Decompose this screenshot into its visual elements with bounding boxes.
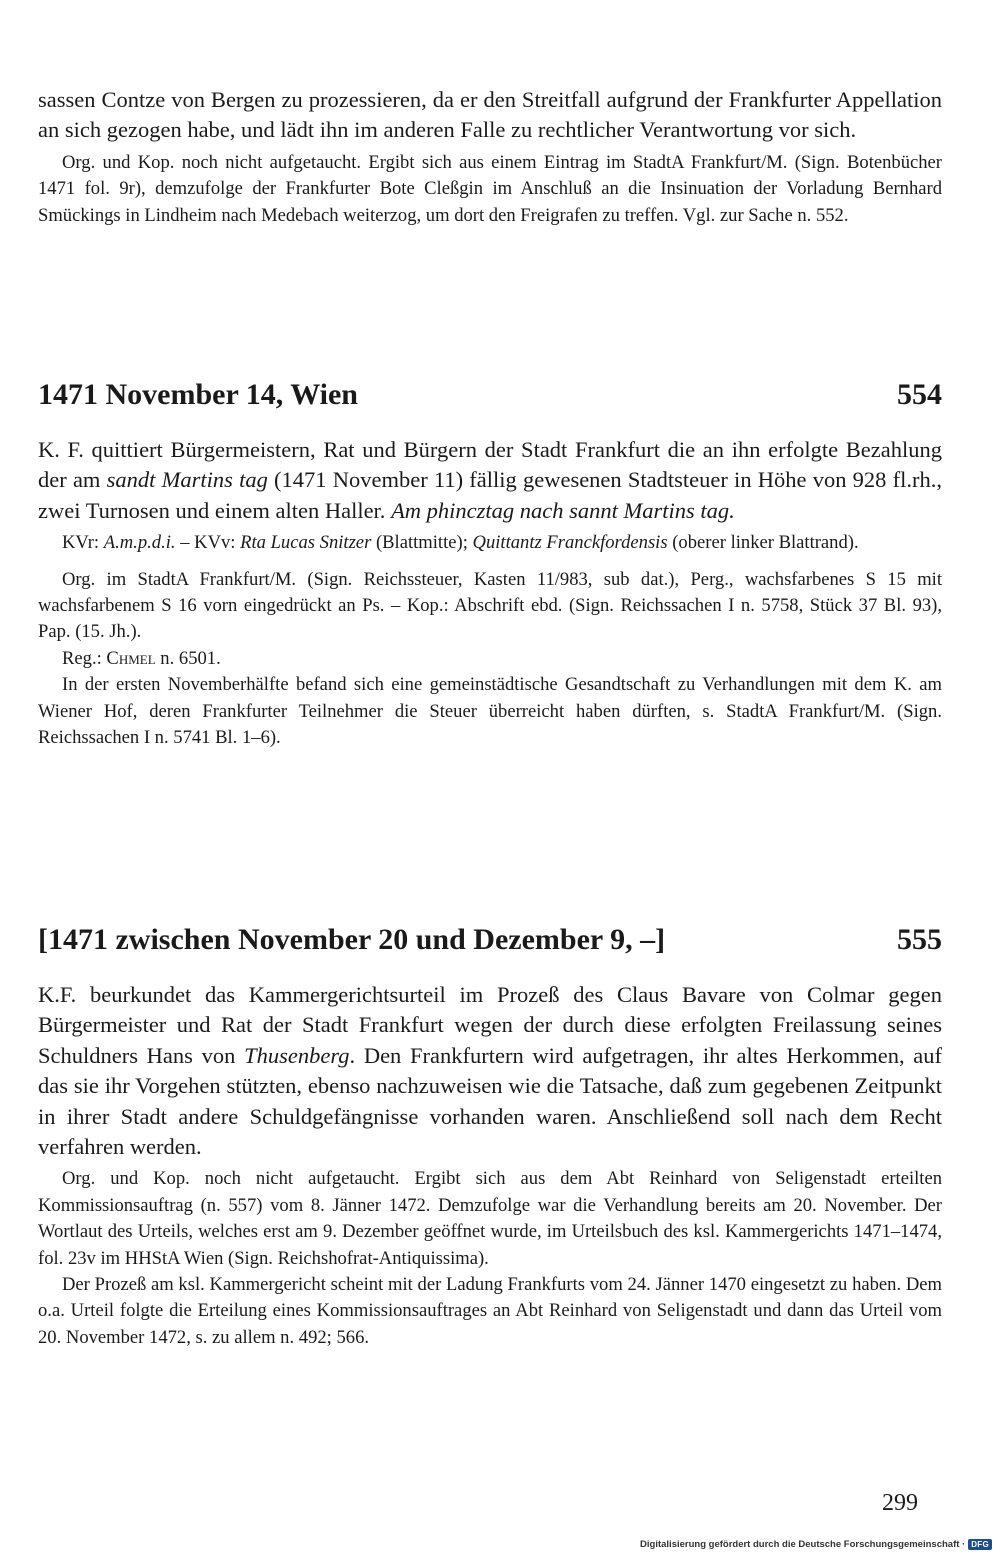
entry-555-note-1: Org. und Kop. noch nicht aufgetaucht. Ergibt sich aus dem Abt Reinhard von Seligenstadt erteilten Kommissionsauftrag (n. 557) vom 8. Jänner 1472. Demzufolge war die Verhandlung bereits am 20. November. Der Wortlaut des Urteils, welches erst am 9. Dezember geöffnet wurde, im Urteilsbuch des ksl. Kammergerichts 1471–1474, fol. 23v im HHStA Wien (Sign. Reichshofrat-Antiquissima). — [38, 1168, 942, 1269]
kv-value: Quittantz Franckfordensis — [472, 532, 668, 554]
kv-value: Rta Lucas Snitzer — [240, 532, 372, 554]
entry-555-note-2: Der Prozeß am ksl. Kammergericht scheint mit der Ladung Frankfurts vom 24. Jänner 1470 eingesetzt zu haben. Dem o.a. Urteil folgte die Erteilung eines Kommissionsauftrages an Abt Reinhard von Seligenstadt und dann das Urteil vom 20. November 1472, s. zu allem n. 492; 566. — [38, 1274, 942, 1348]
digitization-footer — [640, 1539, 992, 1550]
entry-555-date: [1471 zwischen November 20 und Dezember 9, –] — [38, 923, 666, 956]
kv-text: (oberer linker Blattrand). — [667, 532, 859, 554]
entry-555-regest — [38, 980, 942, 1162]
regest-text: K.F. beurkundet das Kammergerichtsurteil im Prozeß des Claus Bavare von Colmar gegen Bürgermeister und Rat der Stadt Frankfurt wegen der durch diese erfolgten Freilassung seines Schuldners Hans von — [38, 982, 942, 1068]
regest-text: K. F. quittiert Bürgermeistern, Rat und Bürgern der Stadt Frankfurt die an ihn erfolgte Bezahlung der am — [38, 437, 942, 493]
reg-author: Chmel — [106, 647, 156, 669]
continuation-paragraph: sassen Contze von Bergen zu prozessieren, da er den Streitfall aufgrund der Frankfurter Appellation an sich gezogen habe, und lädt ihn im anderen Falle zu rechtlicher Verantwortung vor sich. — [38, 87, 942, 143]
kv-label: – KVv: — [175, 532, 241, 554]
entry-554-original: Org. im StadtA Frankfurt/M. (Sign. Reichssteuer, Kasten 11/983, sub dat.), Perg., wachsfarbenes S 15 mit wachsfarbenem S 16 vorn eingedrückt an Ps. – Kop.: Abschrift ebd. (Sign. Reichssachen I n. 5758, Stück 37 Bl. 93), Pap. (15. Jh.). — [38, 568, 942, 643]
footer-text: Digitalisierung gefördert durch die Deutsche Forschungsgemeinschaft · — [640, 1539, 966, 1550]
regest-name: Thusenberg — [244, 1042, 350, 1068]
reg-number: n. 6501. — [155, 647, 221, 669]
regest-text: (1471 November 11) fällig gewesenen Stadtsteuer in Höhe von 928 fl.rh., zwei Turnosen und einem alten Haller. — [38, 467, 942, 523]
page-number: 299 — [882, 1490, 918, 1516]
entry-554-heading — [38, 377, 942, 413]
continuation-note: Org. und Kop. noch nicht aufgetaucht. Ergibt sich aus einem Eintrag im StadtA Frankfurt/M. (Sign. Botenbücher 1471 fol. 9r), demzufolge der Frankfurter Bote Cleßgin im Anschluß an die Insinuation der Vorladung Bernhard Smückings in Lindheim nach Medebach weiterzog, um dort den Freigrafen zu treffen. Vgl. zur Sache n. 552. — [38, 151, 942, 226]
top-continuation — [38, 85, 942, 229]
entry-554-regesta — [38, 646, 942, 672]
entry-554-number: 554 — [897, 378, 942, 411]
dfg-logo: DFG — [968, 1539, 992, 1550]
kv-value: A.m.p.d.i. — [103, 532, 176, 554]
kv-label: KVr: — [62, 532, 104, 554]
entry-554-regest — [38, 435, 942, 526]
entry-554-kanzleivermerk — [38, 530, 942, 556]
entry-555-heading — [38, 922, 942, 958]
entry-554-date: 1471 November 14, Wien — [38, 378, 358, 411]
regest-text: . Den Frankfurtern wird aufgetragen, ihr altes Herkommen, auf das sie ihr Vorgehen stützten, ebenso nachzuweisen wie die Tatsache, daß zum gegebenen Zeitpunkt in ihrer Stadt andere Schuldgefängnisse vorhanden waren. Anschließend soll nach dem Recht verfahren werden. — [38, 1042, 942, 1160]
entry-554 — [38, 377, 942, 751]
reg-label: Reg.: — [62, 647, 107, 669]
entry-555-number: 555 — [897, 923, 942, 956]
entry-554-note: In der ersten Novemberhälfte befand sich eine gemeinstädtische Gesandtschaft zu Verhandlungen mit dem K. am Wiener Hof, deren Frankfurter Teilnehmer die Steuer überreicht haben dürften, s. StadtA Frankfurt/M. (Sign. Reichssachen I n. 5741 Bl. 1–6). — [38, 674, 942, 749]
entry-555 — [38, 922, 942, 1351]
kv-text: (Blattmitte); — [371, 532, 473, 554]
regest-dating: Am phincztag nach sannt Martins tag. — [391, 497, 735, 523]
regest-quote: sandt Martins tag — [106, 467, 268, 493]
